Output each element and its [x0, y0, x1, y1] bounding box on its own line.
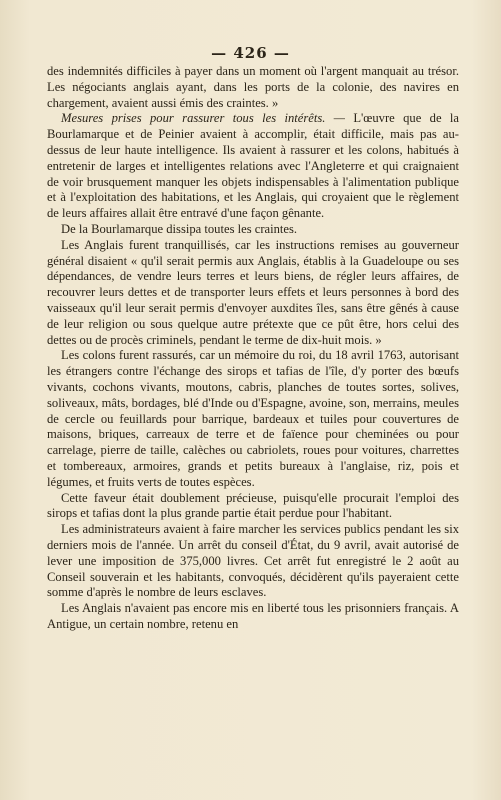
paragraph: Les colons furent rassurés, car un mémoire du roi, du 18 avril 1763, autorisant les étrangers contre l'échange des sirops et tafias de l'île, d'y porter des bœufs vivants, cochons vivants, moutons, cabris, planches de toutes sortes, solives, soliveaux, mâts, bordages, blé d'Inde ou d'Espagne, avoine, son, merrains, meules de cercle ou feuillards pour barrique, bardeaux et tuiles pour couvertures de maisons, briques, carreaux de terre et de faïence pour cheminées ou pour carrelage, pierre de taille, calèches ou cabriolets, roues pour voitures, charrettes et tombereaux, armoires, grands et petits bureaux à l'anglaise, riz, pois et légumes, et fruits verts de toutes espèces.	[47, 348, 459, 489]
page-number: — 426 —	[211, 44, 290, 62]
paragraph: des indemnités difficiles à payer dans un moment où l'argent manquait au trésor. Les négociants anglais ayant, dans les ports de la colonie, des navires en chargement, avaient aussi émis des craintes. »	[47, 64, 459, 110]
paragraph: Les administrateurs avaient à faire marcher les services publics pendant les six derniers mois de l'année. Un arrêt du conseil d'État, du 9 avril, avait autorisé de lever une imposition de 375,000 livres. Cet arrêt fut enregistré le 2 août au Conseil souverain et les habitants, convoqués, décidèrent qu'ils payeraient cette somme d'après le nombre de leurs esclaves.	[47, 522, 459, 600]
paragraph: Cette faveur était doublement précieuse, puisqu'elle procurait l'emploi des sirops et tafias dont la plus grande partie était perdue pour l'habitant.	[47, 490, 459, 521]
paragraph: Les Anglais n'avaient pas encore mis en liberté tous les prisonniers français. A Antigue, un certain nombre, retenu en	[47, 601, 459, 631]
paragraph-with-heading	[47, 111, 459, 222]
page-text	[47, 64, 459, 633]
paragraph: Les Anglais furent tranquillisés, car les instructions remises au gouverneur général disaient « qu'il serait permis aux Anglais, établis à la Guadeloupe ou ses dépendances, de vendre leurs terres et leurs biens, de régler leurs affaires, de recouvrer leurs dettes et de transporter leurs effets et leurs personnes à bord des vaisseaux qu'il leur serait permis d'envoyer auxdites îles, sans être gênés à cause de leur religion ou sous quelque autre prétexte que ce pût être, hors celui des dettes ou de procès criminels, pendant le terme de dix-huit mois. »	[47, 237, 459, 347]
section-heading: Mesures prises pour rassurer tous les intérêts. —	[61, 111, 345, 126]
paragraph: De la Bourlamarque dissipa toutes les craintes.	[61, 221, 298, 236]
paragraph-body: L'œuvre que de la Bourlamarque et de Peinier avaient à accomplir, était difficile, mais pas au-dessus de leur haute intelligence. Ils avaient à rassurer et les colons, habitués à entretenir de larges et intelligentes relations avec l'Angleterre et qui craignaient de voir brusquement manquer les objets indispensables à l'alimentation publique et à l'exploitation des habitations, et les Anglais, qui croyaient que le règlement de leurs affaires allait être entravé d'une façon gênante.	[47, 111, 460, 221]
